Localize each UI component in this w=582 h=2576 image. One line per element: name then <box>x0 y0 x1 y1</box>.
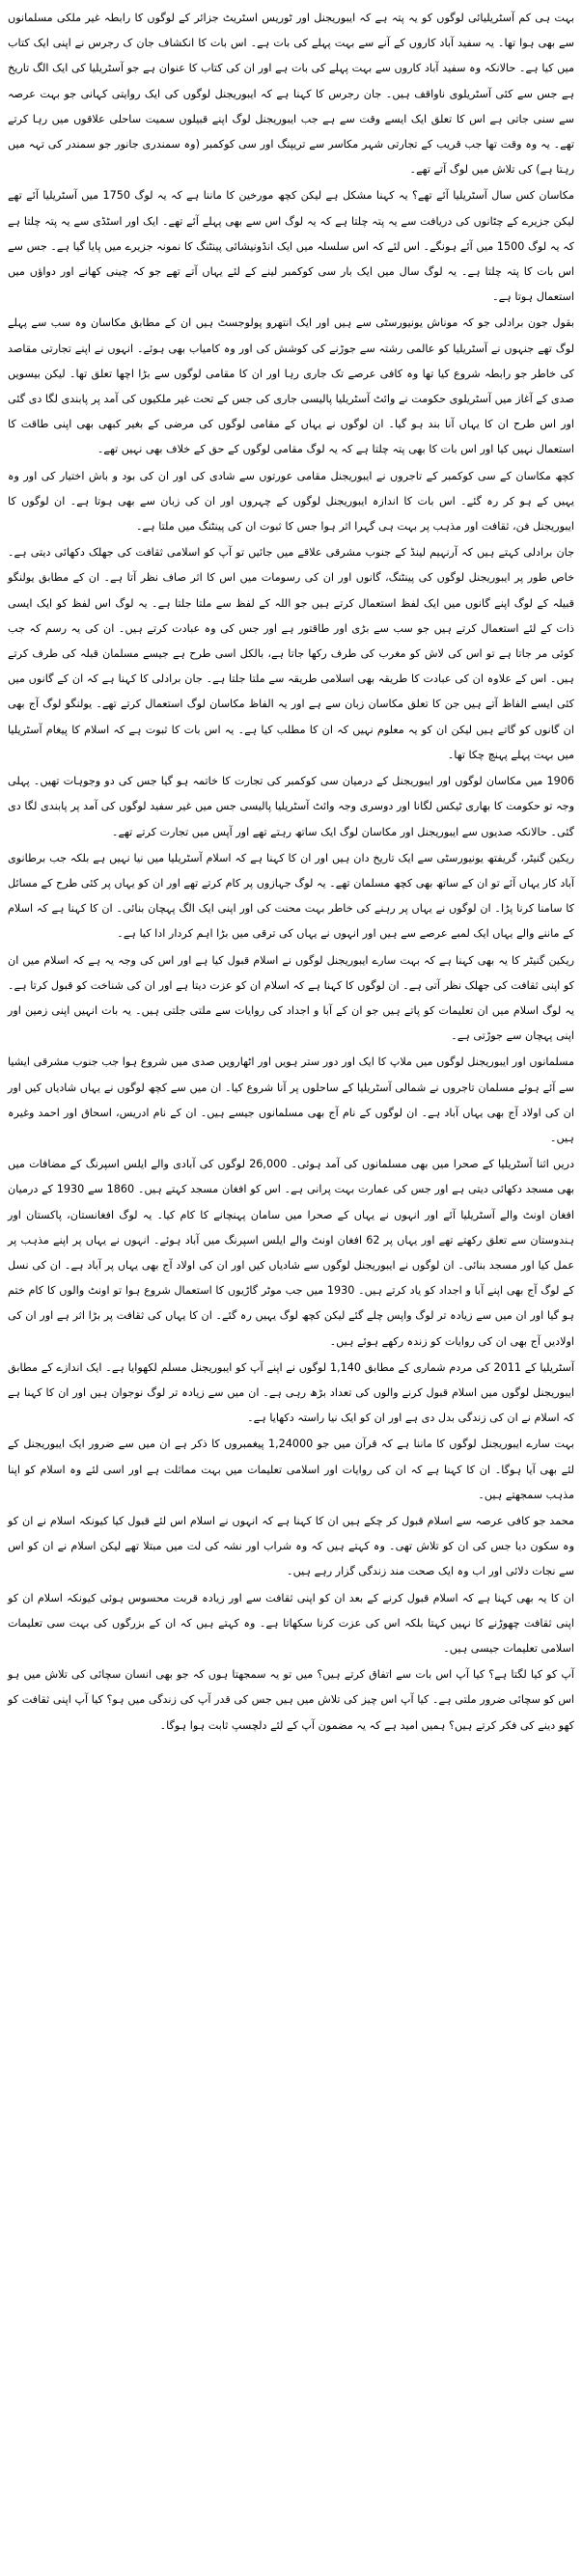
paragraph-15: آپ کو کیا لگتا ہے؟ کیا آپ اس بات سے اتفاق کرتے ہیں؟ میں تو یہ سمجھتا ہوں کہ جو بھی انسان سچائی کی تلاش میں ہو اس کو سچائی ضرور ملتی ہے۔ کیا آپ اس چیز کی تلاش میں ہیں جس کی قدر آپ کی زندگی میں ہو؟ کیا آپ اپنی ثقافت کو کھو دینے کی فکر کرتے ہیں؟ ہمیں امید ہے کہ یہ مضمون آپ کے لئے دلچسپ ثابت ہوا ہوگا۔ <box>8 1668 574 1732</box>
paragraph-14: ان کا یہ بھی کہنا ہے کہ اسلام قبول کرنے کے بعد ان کو اپنی ثقافت سے اور زیادہ قربت محسوس ہوئی کیونکہ اسلام ان کو اپنی ثقافت چھوڑنے کا نہیں کہتا بلکہ اس کی عزت کرنا سکھاتا ہے۔ وہ کہتے ہیں کہ ان کے بزرگوں کی بہت سی تعلیمات اسلامی تعلیمات جیسی ہیں۔ <box>8 1591 574 1655</box>
paragraph-2: مکاسان کس سال آسٹریلیا آئے تھے؟ یہ کہنا مشکل ہے لیکن کچھ مورخین کا ماننا ہے کہ یہ لوگ 1750 میں آسٹریلیا آئے تھے لیکن جزیرے کے چٹانوں کی دریافت سے یہ پتہ چلتا ہے کہ یہ لوگ اس سے بھی پہلے آئے تھے۔ ایک اور اسٹڈی سے یہ پتہ چلتا ہے کہ یہ لوگ 1500 میں آئے ہونگے۔ اس لئے کہ اس سلسلہ میں ایک انڈونیشائی پینٹنگ کا نمونہ جزیرے میں پایا گیا ہے۔ جس سے اس بات کا پتہ چلتا ہے۔ یہ لوگ سال میں ایک بار سی کوکمبر لینے کے لئے یہاں آتے تھے جو کہ چینی کھانے اور دواؤں میں استعمال ہوتا ہے۔ <box>8 189 574 304</box>
paragraph-4: کچھ مکاسان کے سی کوکمبر کے تاجروں نے ایبوریجنل مقامی عورتوں سے شادی کی اور ان کی بود و باش اختیار کی اور وہ یہیں کے ہو کر رہ گئے۔ اس بات کا اندازہ ایبوریجنل لوگوں کے چہروں اور ان کی زبان سے بھی ہوتا ہے۔ ان لوگوں کا ایبوریجنل فن، ثقافت اور مذہب پر بہت ہی گہرا اثر ہوا جس کا ثبوت ان کی پینٹنگ میں ملتا ہے۔ <box>8 469 574 534</box>
paragraph-3: بقول جون برادلی جو کہ موناش یونیورسٹی سے ہیں اور ایک انتھرو پولوجسٹ ہیں ان کے مطابق مکاسان وہ سب سے پہلے لوگ تھے جنہوں نے آسٹریلیا کو عالمی رشتہ سے جوڑنے کی کوشش کی اور وہ کامیاب بھی ہوئے۔ انہوں نے اپنے تجارتی مقاصد کی خاطر جو رابطہ شروع کیا تھا وہ کافی عرصے تک جاری رہا اور ان کا مقامی لوگوں سے بڑا اچھا تعلق تھا۔ لیکن بیسویں صدی کے آغاز میں آسٹریلوی حکومت نے وائٹ آسٹریلیا پالیسی جاری کی جس کے تحت غیر ملکیوں کی آمد پر پابندی لگا دی گئی اور اس طرح ان کا یہاں آنا بند ہو گیا۔ ان لوگوں نے یہاں کے مقامی لوگوں کی مرضی کے بغیر کبھی بھی اپنی طاقت کا استعمال نہیں کیا اور اس بات کا بھی پتہ چلتا ہے کہ یہ لوگ مقامی لوگوں کے حق کے خلاف بھی نہیں تھے۔ <box>8 316 574 456</box>
paragraph-11: آسٹریلیا کے 2011 کی مردم شماری کے مطابق 1,140 لوگوں نے اپنے آپ کو ایبوریجنل مسلم لکھوایا ہے۔ ایک اندازے کے مطابق ایبوریجنل لوگوں میں اسلام قبول کرنے والوں کی تعداد بڑھ رہی ہے۔ ان میں سے زیادہ تر لوگ نوجوان ہیں اور ان کا کہنا ہے کہ اسلام نے ان کی زندگی بدل دی ہے اور ان کو ایک نیا راستہ دکھایا ہے۔ <box>8 1360 575 1425</box>
paragraph-6: 1906 میں مکاسان لوگوں اور ایبوریجنل کے درمیان سی کوکمبر کی تجارت کا خاتمہ ہو گیا جس کی دو وجوہات تھیں۔ پہلی وجہ تو حکومت کا بھاری ٹیکس لگانا اور دوسری وجہ وائٹ آسٹریلیا پالیسی جس میں غیر سفید لوگوں کی آمد پر پابندی لگا دی گئی۔ حالانکہ صدیوں سے ایبوریجنل اور مکاسان لوگ ایک ساتھ رہتے تھے اور آپس میں تجارت کرتے تھے۔ <box>8 775 574 838</box>
paragraph-13: محمد جو کافی عرصہ سے اسلام قبول کر چکے ہیں ان کا کہنا ہے کہ انہوں نے اسلام اس لئے قبول کیا کیونکہ اسلام نے ان کو وہ سکون دیا جس کی ان کو تلاش تھی۔ وہ کہتے ہیں کہ وہ شراب اور نشہ کی لت میں مبتلا تھے لیکن اسلام نے ان کو اس سے نجات دلائی اور اب وہ ایک صحت مند زندگی گزار رہے ہیں۔ <box>8 1514 574 1578</box>
paragraph-5: جان برادلی کہتے ہیں کہ آرنہیم لینڈ کے جنوب مشرقی علاقے میں جائیں تو آپ کو اسلامی ثقافت کی جھلک دکھائی دیتی ہے۔ خاص طور پر ایبوریجنل لوگوں کی پینٹنگ، گانوں اور ان کی رسومات میں اس کا اثر صاف نظر آتا ہے۔ ان کے مطابق یولنگو قبیلہ کے لوگ اپنے گانوں میں ایک لفظ استعمال کرتے ہیں جو اللہ کے لفظ سے ملتا جلتا ہے۔ یہ لوگ اس لفظ کو ایک ایسی ذات کے لئے استعمال کرتے ہیں جو سب سے بڑی اور طاقتور ہے اور جس کی وہ عبادت کرتے ہیں۔ ان کی یہ رسم کہ جب کوئی مر جاتا ہے تو اس کی لاش کو مغرب کی طرف رکھا جاتا ہے، بالکل اسی طرح ہے جیسے مسلمان قبلہ کی طرف کرتے ہیں۔ اس کے علاوہ ان کی عبادت کا طریقہ بھی اسلامی طریقہ سے ملتا جلتا ہے۔ جان برادلی کا کہنا ہے کہ ان کے گانوں میں کئی ایسے الفاظ آتے ہیں جن کا تعلق مکاسان زبان سے ہے اور یہ الفاظ مکاسان لوگ استعمال کرتے تھے۔ یولنگو لوگ آج بھی ان گانوں کو گاتے ہیں لیکن ان کو یہ معلوم نہیں کہ ان کا مطلب کیا ہے۔ یہ اس بات کا ثبوت ہے کہ اسلام کا پیغام آسٹریلیا میں بہت پہلے پہنچ چکا تھا۔ <box>8 546 574 761</box>
paragraph-8: ریکین گنیٹر کا یہ بھی کہنا ہے کہ بہت سارے ایبوریجنل لوگوں نے اسلام قبول کیا ہے اور اس کی وجہ یہ ہے کہ اسلام میں ان کو اپنی ثقافت کی جھلک نظر آتی ہے۔ ان لوگوں کا کہنا ہے کہ اسلام ان کو عزت دیتا ہے اور ان کی شناخت کو قبول کرتا ہے۔ یہ لوگ اسلام میں ان تعلیمات کو پاتے ہیں جو ان کے آبا و اجداد کی روایات سے ملتی جلتی ہیں۔ یہ بات انہیں اپنی زمین اور اپنی پہچان سے جوڑتی ہے۔ <box>8 953 574 1043</box>
paragraph-12: بہت سارے ایبوریجنل لوگوں کا ماننا ہے کہ قرآن میں جو 1,24000 پیغمبروں کا ذکر ہے ان میں سے ضرور ایک ایبوریجنل کے لئے بھی آیا ہوگا۔ ان کا کہنا ہے کہ ان کی روایات اور اسلامی تعلیمات میں بہت مماثلت ہے اور اسی لئے وہ اسلام کو اپنا مذہب سمجھتے ہیں۔ <box>8 1438 574 1501</box>
paragraph-9: مسلمانوں اور ایبوریجنل لوگوں میں ملاپ کا ایک اور دور ستر ہویں اور اٹھارویں صدی میں شروع ہوا جب جنوب مشرقی ایشیا سے آئے ہوئے مسلمان تاجروں نے شمالی آسٹریلیا کے ساحلوں پر آنا شروع کیا۔ ان میں سے کچھ لوگوں نے یہاں شادیاں کیں اور ان کی اولاد آج بھی یہاں آباد ہے۔ ان لوگوں کے نام آج بھی مسلمانوں جیسے ہیں۔ ان کے نام ادریس، اسحاق اور احمد وغیرہ ہیں۔ <box>8 1055 574 1144</box>
paragraph-10: دریں اثنا آسٹریلیا کے صحرا میں بھی مسلمانوں کی آمد ہوئی۔ 26,000 لوگوں کی آبادی والے ایلس اسپرنگ کے مضافات میں بھی مسجد دکھائی دیتی ہے اور جس کی عمارت بہت پرانی ہے۔ اس کو افغان مسجد کہتے ہیں۔ 1860 سے 1930 کے درمیان افغان اونٹ والے آسٹریلیا آئے اور انہوں نے یہاں کے صحرا میں سامان پہنچانے کا کام کیا۔ یہ لوگ افغانستان، پاکستان اور ہندوستان سے تعلق رکھتے تھے اور یہاں پر 62 افغان اونٹ والے ایلس اسپرنگ میں آباد ہوئے۔ انہوں نے یہاں پر اپنے مذہب پر عمل کیا اور مسجد بنائی۔ ان لوگوں نے ایبوریجنل لوگوں سے شادیاں کیں اور ان کی اولاد آج بھی یہاں پر آباد ہے۔ ان کی نسل کے لوگ آج بھی اپنے آبا و اجداد کو یاد کرتے ہیں۔ 1930 میں جب موٹر گاڑیوں کا استعمال شروع ہوا تو اونٹ والوں کا کام ختم ہو گیا اور ان میں سے زیادہ تر لوگ واپس چلے گئے لیکن کچھ لوگ یہیں رہ گئے۔ ان کا یہاں کی ثقافت پر بڑا اثر ہے اور ان کی اولادیں آج بھی ان کی روایات کو زندہ رکھے ہوئے ہیں۔ <box>8 1158 575 1348</box>
paragraph-1: بہت ہی کم آسٹریلیائی لوگوں کو یہ پتہ ہے کہ ایبوریجنل اور ٹوریس اسٹریٹ جزائر کے لوگوں کا رابطہ غیر ملکی مسلمانوں سے بھی ہوا تھا۔ یہ سفید آباد کاروں کے آنے سے بہت پہلے کی بات ہے۔ اس بات کا انکشاف جان ک رجرس نے اپنی ایک کتاب میں کیا ہے۔ حالانکہ وہ سفید آباد کاروں سے بہت پہلے کی بات ہے اور ان کی کتاب کا عنوان ہے جو آسٹریلیا کی ایک الگ تاریخ ہے جس سے کئی آسٹریلوی ناواقف ہیں۔ جان رجرس کا کہنا ہے کہ ایبوریجنل لوگوں کی ایک روایتی کہانی جو بہت عرصہ سے سنی جاتی ہے اس کا تعلق ایک ایسے وقت سے ہے جب ایبوریجنل لوگ اپنے قبیلوں سمیت ساحلی علاقوں میں رہا کرتے تھے۔ یہ وہ وقت تھا جب قریب کے تجارتی شہر مکاسر سے تریپنگ اور سی کوکمبر (وہ سمندری جانور جو سمندر کی تہہ میں رہتا ہے) کی تلاش میں لوگ آتے تھے۔ <box>8 12 574 177</box>
paragraph-7: ریکین گنیٹر، گریفتھ یونیورسٹی سے ایک تاریخ دان ہیں اور ان کا کہنا ہے کہ اسلام آسٹریلیا میں نیا نہیں ہے بلکہ جب برطانوی آباد کار یہاں آئے تو ان کے ساتھ بھی کچھ مسلمان تھے۔ یہ لوگ جہازوں پر کام کرتے تھے اور ان کو یہاں پر کئی طرح کے مسائل کا سامنا کرنا پڑا۔ ان لوگوں نے یہاں پر رہنے کی خاطر بہت محنت کی اور اپنی ایک الگ پہچان بنائی۔ ان کا کہنا ہے کہ اسلام کے ماننے والے یہاں ایک لمبے عرصے سے ہیں اور انہوں نے یہاں کی ترقی میں بڑا اہم کردار ادا کیا ہے۔ <box>8 851 574 941</box>
